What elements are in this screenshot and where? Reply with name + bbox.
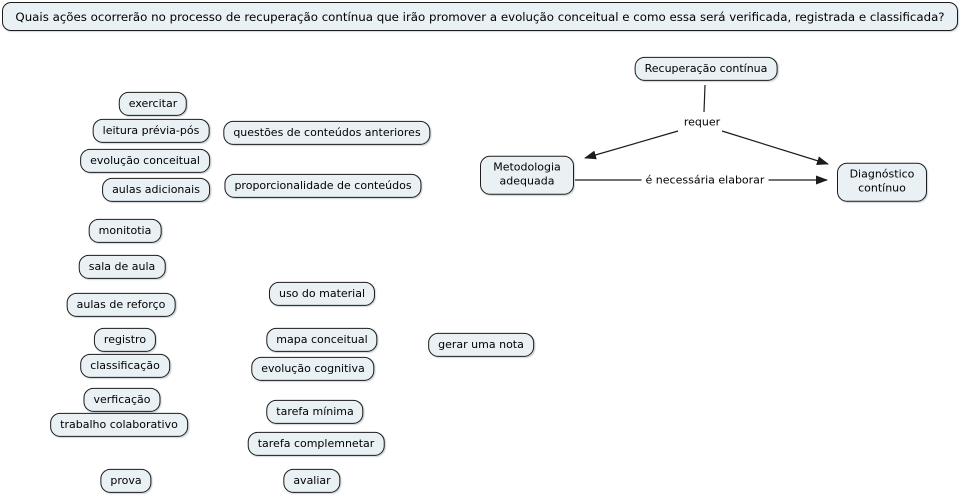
concept-node-sala-de-aula[interactable]: sala de aula (79, 255, 166, 279)
concept-node-uso-do-material[interactable]: uso do material (269, 282, 375, 306)
concept-node-avaliar[interactable]: avaliar (283, 469, 340, 493)
concept-node-questoes-de-conteudos-anteriores[interactable]: questões de conteúdos anteriores (223, 121, 430, 145)
concept-node-mapa-conceitual[interactable]: mapa conceitual (266, 328, 377, 352)
concept-node-proporcionalidade-de-conteudos[interactable]: proporcionalidade de conteúdos (224, 174, 421, 198)
concept-node-metodologia-adequada[interactable]: Metodologia adequada (480, 156, 574, 195)
concept-node-tarefa-minima[interactable]: tarefa mínima (266, 400, 363, 424)
concept-node-aulas-de-reforco[interactable]: aulas de reforço (67, 293, 176, 317)
edge-requer-to-metodologia (585, 131, 678, 158)
link-label-e-necessaria-elaborar[interactable]: é necessária elaborar (642, 173, 769, 188)
link-label-requer[interactable]: requer (680, 115, 724, 130)
edge-recuperacao-to-requer (704, 85, 705, 112)
concept-node-trabalho-colaborativo[interactable]: trabalho colaborativo (50, 413, 188, 437)
concept-node-gerar-uma-nota[interactable]: gerar uma nota (428, 333, 534, 357)
concept-node-monitotia[interactable]: monitotia (89, 219, 162, 243)
concept-node-diagnostico-continuo[interactable]: Diagnóstico contínuo (837, 163, 927, 202)
concept-node-tarefa-complemnetar[interactable]: tarefa complemnetar (248, 432, 385, 456)
concept-node-evolucao-cognitiva[interactable]: evolução cognitiva (251, 357, 374, 381)
edge-requer-to-diagnostico (722, 131, 828, 164)
concept-node-evolucao-conceitual[interactable]: evolução conceitual (80, 149, 210, 173)
concept-node-leitura-previa-pos[interactable]: leitura prévia-pós (93, 119, 210, 143)
concept-node-aulas-adicionais[interactable]: aulas adicionais (102, 178, 210, 202)
concept-node-exercitar[interactable]: exercitar (119, 92, 187, 116)
concept-node-prova[interactable]: prova (100, 469, 151, 493)
concept-node-recuperacao-continua[interactable]: Recuperação contínua (635, 57, 778, 81)
concept-node-registro[interactable]: registro (94, 328, 156, 352)
focus-question: Quais ações ocorrerão no processo de recuperação contínua que irão promover a evolução conceitual e como essa será verificada, registrada e classificada? (2, 2, 958, 31)
concept-node-verficacao[interactable]: verficação (83, 388, 160, 412)
concept-node-classificacao[interactable]: classificação (80, 354, 170, 378)
